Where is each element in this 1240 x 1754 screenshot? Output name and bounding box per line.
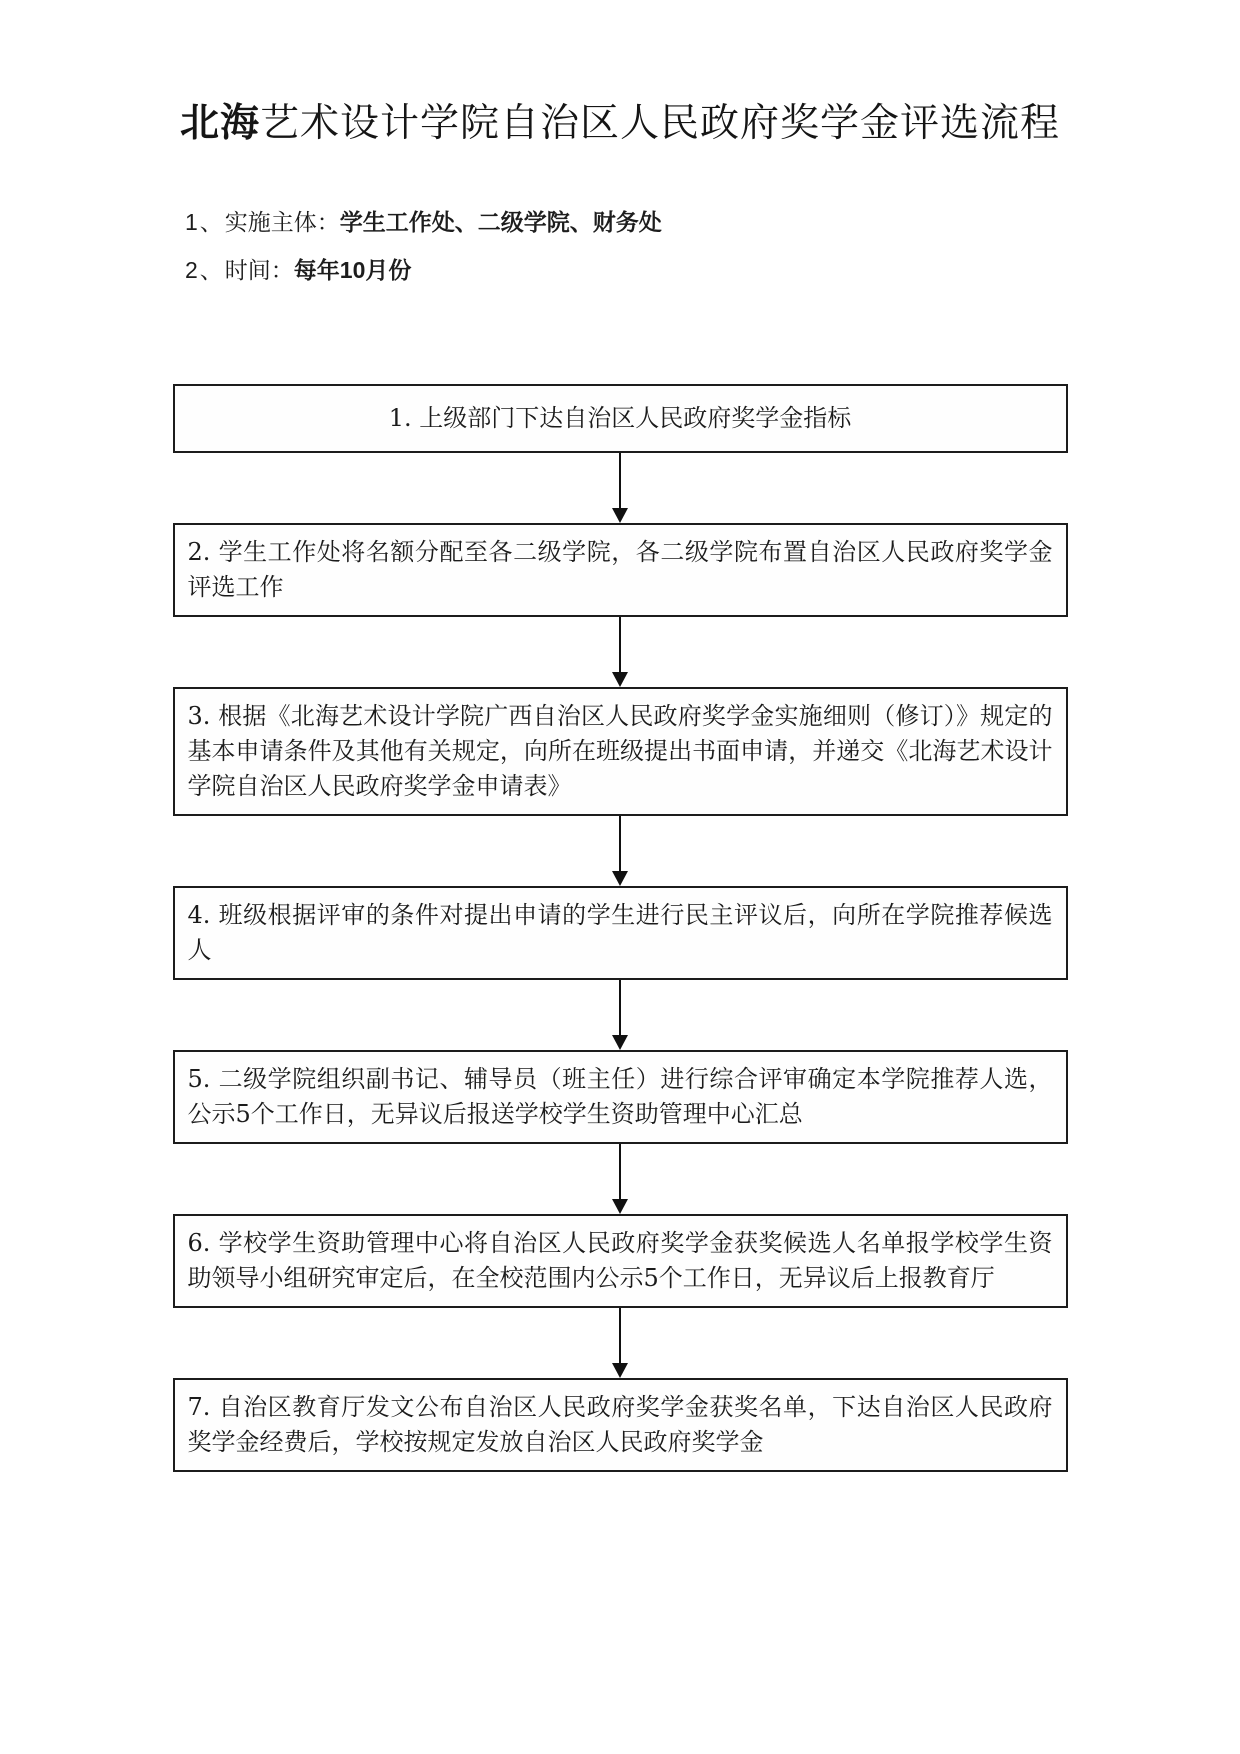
page-title [0,100,1240,149]
arrow-down-icon [612,1035,628,1050]
flow-step-4-box: 4. 班级根据评审的条件对提出申请的学生进行民主评议后，向所在学院推荐候选人 [173,886,1068,980]
intro-item-value: 每年10月份 [293,256,412,283]
arrow-line [619,1308,621,1363]
intro-item-label: 实施主体： [224,208,340,235]
intro-item-label: 时间： [224,256,294,283]
intro-item-value: 学生工作处、二级学院、财务处 [339,208,662,235]
flow-step-7-box: 7. 自治区教育厅发文公布自治区人民政府奖学金获奖名单，下达自治区人民政府奖学金经费后，学校按规定发放自治区人民政府奖学金 [173,1378,1068,1472]
arrow-line [619,816,621,871]
flow-step-6-box: 6. 学校学生资助管理中心将自治区人民政府奖学金获奖候选人名单报学校学生资助领导小组研究审定后，在全校范围内公示5个工作日，无异议后上报教育厅 [173,1214,1068,1308]
flow-arrow-1 [612,453,628,523]
arrow-down-icon [612,1363,628,1378]
flow-arrow-6 [612,1308,628,1378]
arrow-down-icon [612,672,628,687]
flow-arrow-5 [612,1144,628,1214]
intro-list [185,207,1240,286]
intro-item-number: 2、 [185,256,225,283]
flow-arrow-2 [612,617,628,687]
flow-arrow-4 [612,980,628,1050]
arrow-line [619,1144,621,1199]
flow-arrow-3 [612,816,628,886]
arrow-line [619,980,621,1035]
page-title-bold-part: 北海 [179,102,260,145]
page-title-rest-part: 艺术设计学院自治区人民政府奖学金评选流程 [260,102,1061,145]
arrow-down-icon [612,1199,628,1214]
intro-item-time [185,255,1240,286]
arrow-down-icon [612,508,628,523]
arrow-line [619,617,621,672]
flow-step-3-box: 3. 根据《北海艺术设计学院广西自治区人民政府奖学金实施细则（修订）》规定的基本申请条件及其他有关规定，向所在班级提出书面申请，并递交《北海艺术设计学院自治区人民政府奖学金申请表》 [173,687,1068,816]
flow-step-1-box: 1. 上级部门下达自治区人民政府奖学金指标 [173,384,1068,453]
intro-item-subject [185,207,1240,238]
intro-item-number: 1、 [185,208,225,235]
flow-step-5-box: 5. 二级学院组织副书记、辅导员（班主任）进行综合评审确定本学院推荐人选，公示5个工作日，无异议后报送学校学生资助管理中心汇总 [173,1050,1068,1144]
flowchart [0,384,1240,1472]
arrow-down-icon [612,871,628,886]
arrow-line [619,453,621,508]
flow-step-2-box: 2. 学生工作处将名额分配至各二级学院，各二级学院布置自治区人民政府奖学金评选工作 [173,523,1068,617]
